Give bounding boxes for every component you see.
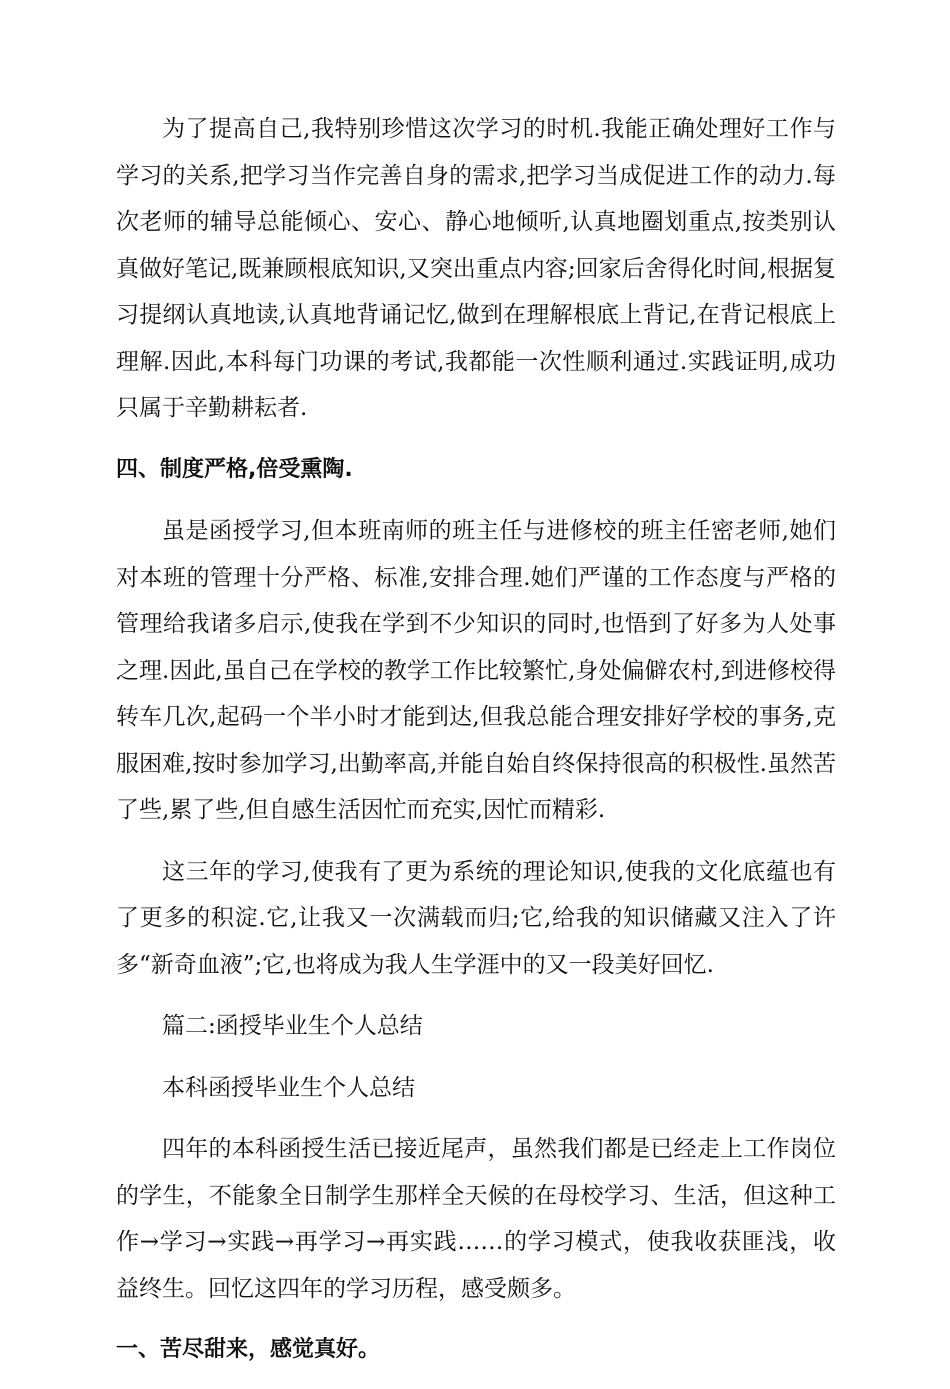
section-heading-four: 四、制度严格,倍受熏陶. xyxy=(116,456,353,482)
document-page xyxy=(116,106,836,1389)
paragraph-strict-management: 虽是函授学习,但本班南师的班主任与进修校的班主任密老师,她们对本班的管理十分严格、标准,安排合理.她们严谨的工作态度与严格的管理给我诸多启示,使我在学到不少知识的同时,也悟到了好多为人处事之理.因此,虽自己在学校的教学工作比较繁忙,身处偏僻农村,到进修校得转车几次,起码一个半小时才能到达,但我总能合理安排好学校的事务,克服困难,按时参加学习,出勤率高,并能自始自终保持很高的积极性.虽然苦了些,累了些,但自感生活因忙而充实,因忙而精彩. xyxy=(116,518,836,823)
article-two-subtitle: 本科函授毕业生个人总结 xyxy=(162,1074,415,1101)
article-two-title: 篇二:函授毕业生个人总结 xyxy=(162,1013,423,1039)
paragraph-four-years: 四年的本科函授生活已接近尾声，虽然我们都是已经走上工作岗位的学生，不能象全日制学生那样全天候的在母校学习、生活，但这种工作→学习→实践→再学习→再实践……的学习模式，使我收获匪浅，收益终生。回忆这四年的学习历程，感受颇多。 xyxy=(116,1136,836,1302)
section-heading-one: 一、苦尽甜来，感觉真好。 xyxy=(116,1337,381,1362)
paragraph-three-years: 这三年的学习,使我有了更为系统的理论知识,使我的文化底蕴也有了更多的积淀.它,让我又一次满载而归;它,给我的知识储藏又注入了许多“新奇血液”;它,也将成为我人生学涯中的又一段美好回忆. xyxy=(116,858,836,978)
paragraph-study-attitude: 为了提高自己,我特别珍惜这次学习的时机.我能正确处理好工作与学习的关系,把学习当作完善自身的需求,把学习当成促进工作的动力.每次老师的辅导总能倾心、安心、静心地倾听,认真地圈划重点,按类别认真做好笔记,既兼顾根底知识,又突出重点内容;回家后舍得化时间,根据复习提纲认真地读,认真地背诵记忆,做到在理解根底上背记,在背记根底上理解.因此,本科每门功课的考试,我都能一次性顺利通过.实践证明,成功只属于辛勤耕耘者. xyxy=(116,116,836,421)
